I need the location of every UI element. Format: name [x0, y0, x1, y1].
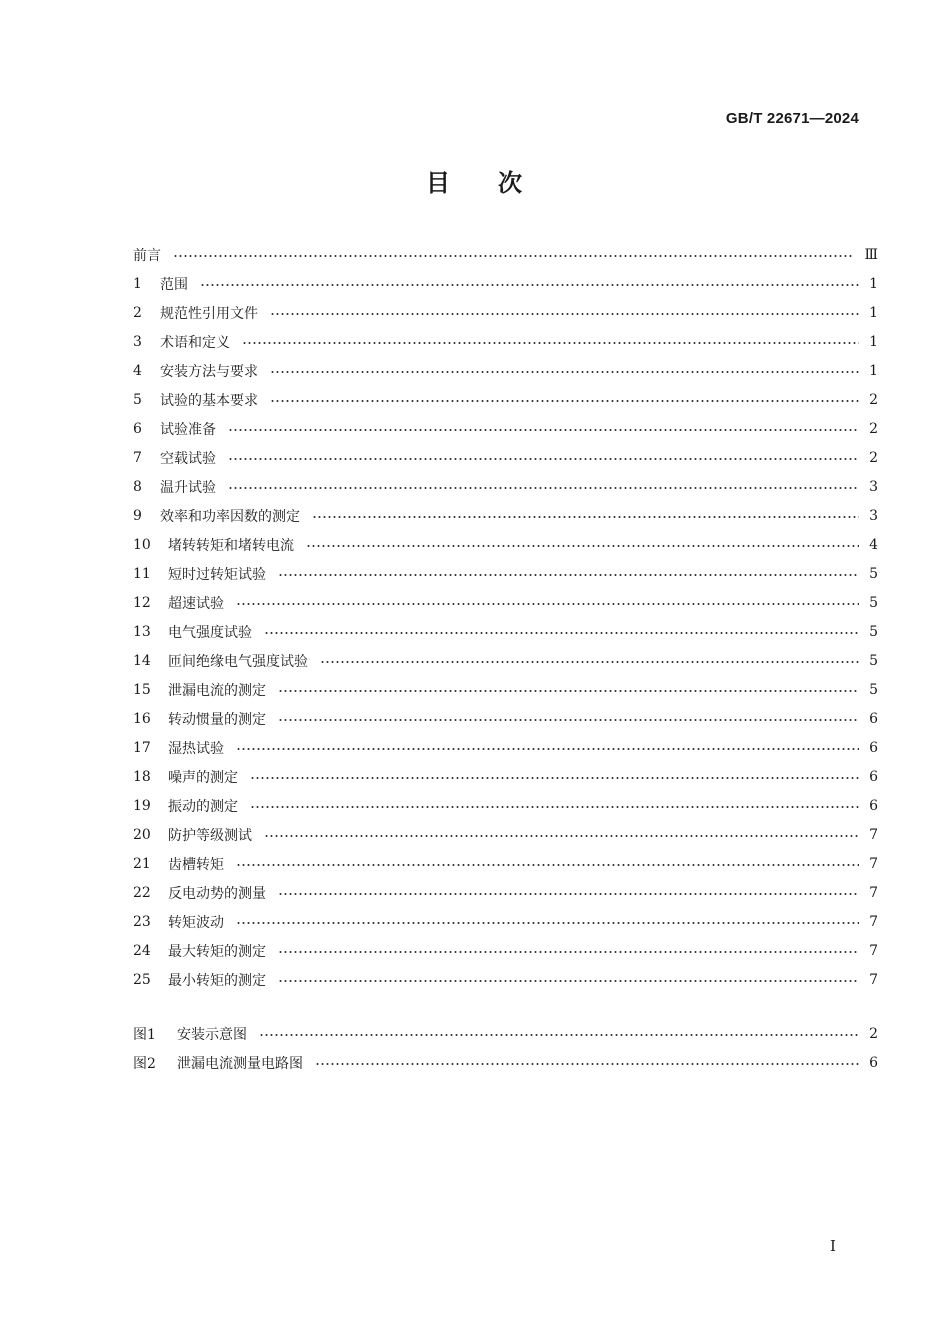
toc-entry[interactable] [133, 501, 878, 530]
toc-entry-label: 转矩波动 [168, 914, 224, 931]
toc-entry-number: 19 [133, 797, 151, 814]
toc-entry-page: 7 [869, 855, 878, 872]
toc-entry-page: Ⅲ [864, 246, 878, 263]
toc-entry-number: 22 [133, 884, 151, 901]
dot-leader [236, 922, 859, 924]
toc-entry-label: 最小转矩的测定 [168, 972, 266, 989]
toc-entry-page: 3 [869, 507, 878, 524]
toc-entry[interactable] [133, 530, 878, 559]
toc-entry[interactable] [133, 646, 878, 675]
toc-entry-page: 1 [869, 275, 878, 292]
toc-entry-page: 6 [869, 797, 878, 814]
toc-entry-number: 9 [133, 507, 142, 524]
dot-leader [236, 864, 859, 866]
dot-leader [306, 545, 859, 547]
toc-entry-label: 规范性引用文件 [160, 305, 258, 322]
toc-entry-number: 11 [133, 565, 151, 582]
toc-entry-page: 6 [869, 739, 878, 756]
toc-entry[interactable] [133, 240, 878, 269]
toc-title-char-1: 目 [426, 169, 452, 197]
toc-entry-number: 10 [133, 536, 151, 553]
toc-entry[interactable] [133, 472, 878, 501]
dot-leader [315, 1063, 859, 1065]
toc-entry-label: 最大转矩的测定 [168, 943, 266, 960]
figure-number: 图1 [133, 1026, 156, 1043]
toc-entry-number: 13 [133, 623, 151, 640]
toc-entry[interactable] [133, 327, 878, 356]
dot-leader [278, 719, 859, 721]
dot-leader [228, 429, 859, 431]
toc-entry-number: 20 [133, 826, 151, 843]
dot-leader [200, 284, 859, 286]
toc-entry-page: 1 [869, 333, 878, 350]
page-number: Ⅰ [830, 1237, 836, 1255]
toc-entry-label: 安装方法与要求 [160, 363, 258, 380]
toc-entry[interactable] [133, 791, 878, 820]
toc-entry-label: 匝间绝缘电气强度试验 [168, 653, 308, 670]
toc-entry-label: 温升试验 [160, 479, 216, 496]
toc-entry-page: 6 [869, 768, 878, 785]
dot-leader [270, 400, 859, 402]
toc-entry-page: 7 [869, 826, 878, 843]
dot-leader [264, 632, 859, 634]
toc-entry-page: 7 [869, 884, 878, 901]
dot-leader [270, 371, 859, 373]
toc-entry-page: 7 [869, 942, 878, 959]
toc-entry-page: 2 [869, 420, 878, 437]
toc-entry[interactable] [133, 849, 878, 878]
table-of-contents [133, 240, 878, 994]
dot-leader [173, 255, 854, 257]
toc-entry[interactable] [133, 617, 878, 646]
toc-entry-number: 8 [133, 478, 142, 495]
toc-entry[interactable] [133, 965, 878, 994]
toc-entry[interactable] [133, 878, 878, 907]
standard-code: GB/T 22671—2024 [725, 110, 859, 127]
toc-entry[interactable] [133, 356, 878, 385]
dot-leader [228, 458, 859, 460]
toc-entry-number: 2 [133, 304, 142, 321]
toc-entry[interactable] [133, 559, 878, 588]
toc-title [0, 163, 950, 198]
dot-leader [250, 806, 859, 808]
toc-entry-page: 5 [869, 623, 878, 640]
dot-leader [259, 1034, 859, 1036]
dot-leader [278, 690, 859, 692]
toc-entry-page: 7 [869, 913, 878, 930]
toc-entry-label: 前言 [133, 247, 161, 264]
toc-entry-number: 25 [133, 971, 151, 988]
toc-entry-label: 短时过转矩试验 [168, 566, 266, 583]
toc-entry-label: 防护等级测试 [168, 827, 252, 844]
toc-entry[interactable] [133, 907, 878, 936]
dot-leader [320, 661, 859, 663]
figure-entry[interactable] [133, 1048, 878, 1077]
toc-entry[interactable] [133, 936, 878, 965]
toc-entry-label: 空载试验 [160, 450, 216, 467]
toc-entry-number: 5 [133, 391, 142, 408]
toc-entry-label: 超速试验 [168, 595, 224, 612]
toc-entry-page: 1 [869, 362, 878, 379]
dot-leader [278, 951, 859, 953]
toc-entry-number: 6 [133, 420, 142, 437]
toc-entry[interactable] [133, 385, 878, 414]
toc-entry[interactable] [133, 298, 878, 327]
toc-entry-label: 试验的基本要求 [160, 392, 258, 409]
toc-entry[interactable] [133, 443, 878, 472]
toc-entry[interactable] [133, 733, 878, 762]
toc-entry-number: 1 [133, 275, 142, 292]
toc-entry-page: 5 [869, 565, 878, 582]
toc-entry-page: 2 [869, 391, 878, 408]
toc-entry-label: 效率和功率因数的测定 [160, 508, 300, 525]
toc-entry-label: 范围 [160, 276, 188, 293]
toc-entry-label: 电气强度试验 [168, 624, 252, 641]
toc-entry-number: 18 [133, 768, 151, 785]
figure-page: 6 [869, 1054, 878, 1071]
toc-entry-label: 湿热试验 [168, 740, 224, 757]
toc-entry-label: 泄漏电流的测定 [168, 682, 266, 699]
toc-entry[interactable] [133, 414, 878, 443]
toc-entry[interactable] [133, 820, 878, 849]
toc-entry-number: 4 [133, 362, 142, 379]
toc-title-char-2: 次 [498, 169, 524, 197]
figure-page: 2 [869, 1025, 878, 1042]
toc-entry-label: 齿槽转矩 [168, 856, 224, 873]
toc-entry-page: 1 [869, 304, 878, 321]
toc-entry[interactable] [133, 675, 878, 704]
toc-entry-label: 试验准备 [160, 421, 216, 438]
toc-entry-number: 14 [133, 652, 151, 669]
toc-entry-page: 5 [869, 681, 878, 698]
toc-entry-page: 5 [869, 652, 878, 669]
toc-entry-number: 3 [133, 333, 142, 350]
figure-label: 安装示意图 [177, 1026, 247, 1043]
toc-entry-number: 23 [133, 913, 151, 930]
figure-number: 图2 [133, 1055, 156, 1072]
toc-entry-number: 16 [133, 710, 151, 727]
toc-entry-number: 12 [133, 594, 151, 611]
toc-entry-label: 转动惯量的测定 [168, 711, 266, 728]
toc-entry-number: 17 [133, 739, 151, 756]
toc-entry-page: 2 [869, 449, 878, 466]
dot-leader [228, 487, 859, 489]
toc-entry-label: 堵转转矩和堵转电流 [168, 537, 294, 554]
dot-leader [236, 748, 859, 750]
dot-leader [270, 313, 859, 315]
figure-label: 泄漏电流测量电路图 [177, 1055, 303, 1072]
toc-entry-number: 21 [133, 855, 151, 872]
toc-entry-page: 5 [869, 594, 878, 611]
toc-entry[interactable] [133, 762, 878, 791]
dot-leader [236, 603, 859, 605]
dot-leader [264, 835, 859, 837]
toc-entry-page: 3 [869, 478, 878, 495]
dot-leader [278, 574, 859, 576]
toc-entry-page: 7 [869, 971, 878, 988]
dot-leader [312, 516, 859, 518]
figure-entry[interactable] [133, 1019, 878, 1048]
toc-entry-page: 4 [869, 536, 878, 553]
toc-entry-label: 术语和定义 [160, 334, 230, 351]
figure-list [133, 1019, 878, 1077]
toc-entry[interactable] [133, 704, 878, 733]
dot-leader [250, 777, 859, 779]
toc-entry[interactable] [133, 588, 878, 617]
toc-entry-page: 6 [869, 710, 878, 727]
toc-entry-number: 15 [133, 681, 151, 698]
toc-entry-label: 反电动势的测量 [168, 885, 266, 902]
toc-entry[interactable] [133, 269, 878, 298]
toc-entry-label: 振动的测定 [168, 798, 238, 815]
toc-entry-number: 7 [133, 449, 142, 466]
dot-leader [278, 980, 859, 982]
dot-leader [278, 893, 859, 895]
toc-entry-number: 24 [133, 942, 151, 959]
toc-entry-label: 噪声的测定 [168, 769, 238, 786]
dot-leader [242, 342, 859, 344]
